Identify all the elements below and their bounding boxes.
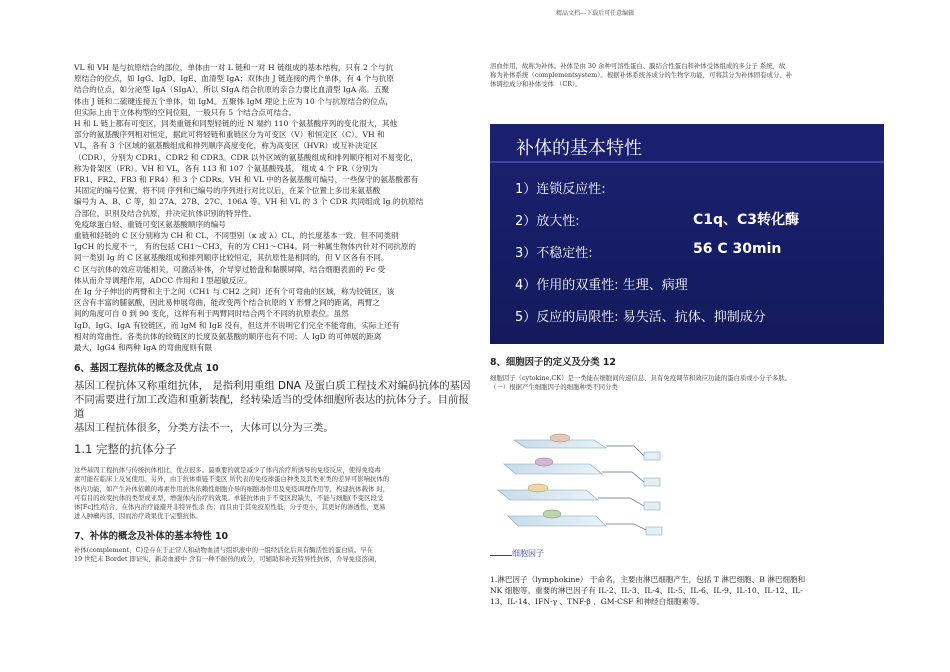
section-heading-6: 6、基因工程抗体的概念及优点 10 (74, 363, 219, 375)
text-line: （一）根据产生细胞因子的细胞种类不同分类 (490, 383, 618, 392)
text-line: IgCH 的长度不一， 有的包括 CH1～CH3，有的为 CH1～CH4。同一种属生物体内针对不同抗原的 (74, 242, 417, 252)
text-line: 体调控成分和补体受体 （CR）。 (490, 80, 582, 89)
text-line: 体内功能，如产生补体依赖的毒素作用抗体依赖性细胞介导的细胞毒作用及免疫调理作用等，构建抗体载体 时， (74, 484, 390, 493)
text-line: 编号为 A、B、C 等，如 27A、27B、27C、106A 等。VH 和 VL 的 3 个 CDR 共同组成 Ig 的抗原结 (74, 197, 424, 207)
text-line: 免疫球蛋白轻、重链可变区氨基酸顺序的编号 (74, 219, 226, 229)
text-line: 这些基因工程抗体与传统抗体相比，优点很多。最重要的就是减少了体内治疗所诱导的免疫反应，使得免疫毒 (74, 466, 381, 475)
cell-platform-2 (504, 458, 602, 474)
cytokine-source-diagram (494, 432, 674, 544)
text-line: 溶血作用，故称为补体。补体是由 30 余种可溶性蛋白、膜结合性蛋白和补体受体组成的多分子 系统，故 (490, 62, 786, 70)
text-line: 部分的氨基酸序列相对恒定，据此可将轻链和重链区分为可变区（V）和恒定区（C）。VH 和 (74, 130, 385, 140)
text-line: 可有目的改变抗体的类型或亚型，增强体内治疗的效果。单链抗体由于不变区段缺失，不能与细胞(不变区段受 (74, 493, 384, 502)
text-line: 间的角度可自 0 到 90 变化，这样有利于两臂同时结合两个不同的抗原表位。虽然 (74, 309, 349, 319)
text-line: 体[Fc]性)结合，在体内治疗能避开非特异性杀 伤；而且由于其免疫原性低，分子更小，其更好的渗透性，更易 (74, 503, 386, 512)
cell-platform-1 (514, 434, 606, 448)
text-line: 相对的弯曲性。各类抗体的铰链区的长度及氨基酸的顺序也有不同；人 IgD 的可伸展的距离 (74, 331, 382, 341)
text-line: 进入肿瘤内部，因而治疗效果优于完整抗体。 (74, 512, 202, 521)
figure-label-underline (490, 555, 512, 556)
text-line: VL，各有 3 个区域的氨基酸组成和排列顺序高度变化，称为高变区（HVR）或互补决定区 (74, 141, 378, 151)
diagram-targets (644, 452, 662, 535)
left-column (74, 62, 474, 564)
right-column (490, 62, 885, 90)
text-line: 体由 J 链和二硫键连接五个单体，如 IgM。五聚体 IgM 理论上应为 10 个与抗原结合的位点， (74, 96, 394, 106)
text-line: 重链和轻链的 C 区分别称为 CH 和 CL，不同型别（κ 或 λ）CL，的长度基本一致．但不同类别 (74, 231, 399, 241)
genetic-antibody-advantages (74, 466, 474, 521)
diagram-connectors (598, 446, 646, 530)
text-line: VL 和 VH 是与抗原结合的部位，单体由一对 L 链和一对 H 链组成的基本结构，只有 2 个与抗 (74, 63, 394, 72)
slide-item-3-value: 56 C 30min (693, 241, 782, 257)
text-line: FR1、FR2、FR3 和 FR4）和 3 个 CDRs。VH 和 VL 中的各氨基酸可编号，一些保守的氨基酸都有 (74, 175, 419, 185)
text-line: 最大，IgG4 和两种 IgA 的弯曲度则有限 (74, 343, 213, 353)
cell-platform-3 (498, 484, 598, 500)
slide-item-2-value: C1q、C3转化酶 (693, 212, 800, 228)
text-line: 细胞因子（cytokine,CK）是一类能在细胞间传递信息、具有免疫调节和效应功能的蛋白质或小分子多肽。 (490, 374, 792, 382)
text-line: 其固定的编号位置，将不同 序列和已编号的序列进行对比以后，在某个位置上多出来氨基酸 (74, 186, 381, 196)
text-line: 19 世纪末 Bordet 即证实，新奇血液中 含有一种不耐热的成分，可辅助和补充特异性抗体，介导免疫溶菌、 (74, 554, 381, 563)
text-line: 补体(complement，C)是存在于正常人和动物血清与组织液中的一组经活化后具有酶活性的蛋白质。早在 (74, 545, 374, 554)
text-line: 13、IL-14、IFN-γ 、TNF-β 、GM-CSF 和神经白细胞素等。 (490, 597, 705, 607)
subsection-heading-1-1: 1.1 完整的抗体分子 (74, 442, 177, 457)
text-line: 素可能在临床上反复使用。另外，由于抗体重链不变区 所代表的免疫球蛋白种类及其类亚类的差异可影响抗体的 (74, 475, 390, 484)
cytokine-section (490, 354, 885, 392)
slide-title: 补体的基本特性 (516, 138, 642, 159)
text-line: （CDR），分别为 CDR1、CDR2 和 CDR3。CDR 以外区域的氨基酸组成和排列顺序相对不易变化， (74, 152, 418, 162)
text-line: 在 Ig 分子伸出的两臂和主干之间（CH1 与 CH2 之间）还有个可弯曲的区域，称为铰链区，该 (74, 287, 395, 297)
slide-item-5: 5）反应的局限性: 易失活、抗体、抑制成分 (515, 310, 766, 325)
text-line: 不同需要进行加工改造和重新装配，经转染适当的受体细胞所表达的抗体分子。目前报道 (74, 394, 469, 421)
section-heading-8: 8、细胞因子的定义及分类 12 (490, 357, 616, 368)
slide-item-3: 3）不稳定性: 56 C 30min (515, 241, 782, 261)
text-line: 1.淋巴因子（lymphokine） 于命名，主要由淋巴细胞产生，包括 T 淋巴细胞、B 淋巴细胞和 (490, 575, 806, 584)
text-line: 结合的位点，如分泌型 IgA（SIgA），所以 SIgA 结合抗原的亲合力要比血清型 IgA 高。五聚 (74, 85, 390, 95)
complement-properties-slide (490, 124, 884, 344)
text-line: 基因工程抗体又称重组抗体， 是指利用重组 DNA 及蛋白质工程技术对编码抗体的基因 (74, 380, 471, 393)
genetic-antibody-intro (74, 379, 474, 435)
text-line: 称为补体系统（complementsystem）。根据补体系统各成分的生物学功能，可将其分为补体固有成分、补 (490, 71, 793, 80)
text-line: 合部位，识别及结合抗原，并决定抗体识别的特异性。 (74, 208, 257, 218)
text-line: 同一类别 Ig 的 C 区氨基酸组成和排列顺序比较恒定，其抗原性是相同的，但 V 区各有不同。 (74, 253, 389, 263)
slide-item-1: 1）连锁反应性: (515, 182, 606, 197)
slide-divider (490, 161, 884, 163)
text-line: H 和 L 链上都有可变区，同类重链和同型轻链的近 N 端约 110 个氨基酸序列的变化很大，其他 (74, 119, 398, 129)
slide-item-2: 2）放大性: C1q、C3转化酶 (515, 210, 580, 229)
antibody-structure-text (74, 62, 474, 353)
text-line: C 区与抗体的效应功能相关，可激活补体，介导穿过胎盘和黏膜屏障，结合细胞表面的 Fc 受 (74, 264, 386, 274)
section-heading-7: 7、补体的概念及补体的基本特性 10 (74, 530, 229, 542)
text-line: IgD、IgG、IgA 有铰链区，而 IgM 和 IgE 没有，但这并不说明它们完全不能弯曲，实际上还有 (74, 320, 400, 330)
text-line: 基因工程抗体很多，分类方法不一，大体可以分为三类。 (74, 422, 334, 435)
page-header: 精品文档---下载后可任意编辑 (556, 10, 635, 17)
complement-definition (74, 546, 474, 564)
lymphokine-text (490, 574, 890, 608)
text-line: 称为骨架区（FR）。VH 和 VL，各有 113 和 107 个氨基酸残基， 组成 4 个 FR（分别为 (74, 163, 378, 173)
figure-label: 细胞因子 (490, 548, 544, 559)
text-line: 区含有丰富的脯氨酸，因此易伸展弯曲，能改变两个结合抗原的 Y 形臂之间的距离，两臂之 (74, 298, 380, 308)
slide-item-4: 4）作用的双重性: 生理、病理 (515, 278, 688, 293)
text-line: 体从而介导调理作用，ADCC 作用和 I 型超敏反应。 (74, 275, 252, 285)
text-line: 原结合的位点，如 IgG、IgD、IgE、血清型 IgA；双体由 J 链连接的两个单体，有 4 个与抗原 (74, 74, 394, 84)
text-line: 但实际上由于立体构型的空间位阻，一般只有 5 个结合点可结合。 (74, 107, 297, 117)
text-line: NK 细胞等。重要的淋巴因子有 IL-2、IL-3、IL-4、IL-5、IL-6、IL-9、IL-10、IL-12、IL- (490, 586, 803, 596)
cell-platform-4 (508, 510, 606, 526)
